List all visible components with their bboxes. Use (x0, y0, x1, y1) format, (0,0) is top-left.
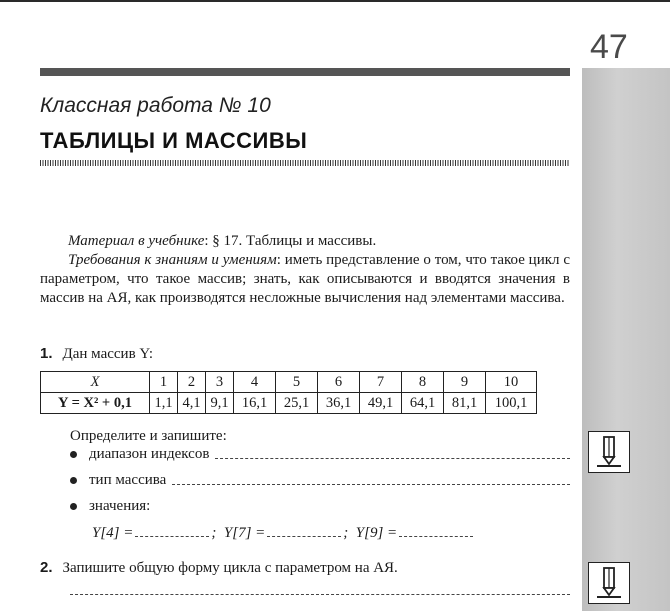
pencil-write-icon (588, 562, 630, 604)
dotted-rule (40, 160, 570, 166)
y7-label: Y[7] = (223, 525, 266, 541)
x-cell: 10 (486, 372, 537, 393)
task-1-heading (40, 345, 153, 363)
y-cell: 25,1 (276, 393, 318, 414)
bullet-label: диапазон индексов (89, 446, 210, 462)
subheading: Определите и запишите: (70, 428, 227, 444)
topic-title: ТАБЛИЦЫ И МАССИВЫ (40, 128, 308, 153)
requirements-text: : иметь представление о том, что такое цикл с параметром, что такое массив; знать, как описываются и вводятся значения в массив на АЯ, как производятся несложные вычисления над элементами массива. (40, 252, 570, 306)
x-cell: 8 (402, 372, 444, 393)
y-cell: 9,1 (206, 393, 234, 414)
x-cell: 3 (206, 372, 234, 393)
bullet-icon (70, 451, 77, 458)
y-cell: 81,1 (444, 393, 486, 414)
bullet-label: тип массива (89, 472, 167, 488)
bullet-index-range (70, 446, 570, 463)
y7-answer-blank[interactable] (267, 536, 341, 537)
top-rule (0, 0, 670, 2)
task-2-answer-line[interactable] (70, 594, 570, 595)
y-cell: 64,1 (402, 393, 444, 414)
bullet-icon (70, 477, 77, 484)
array-type-answer-line[interactable] (172, 483, 570, 485)
material-text: : § 17. Таблицы и массивы. (204, 233, 377, 249)
material-line (40, 232, 570, 251)
requirements-paragraph (40, 251, 570, 308)
intro-block (40, 232, 570, 308)
material-label: Материал в учебнике (68, 233, 205, 249)
task-2-number: 2. (40, 559, 53, 576)
values-row: Y[4] = ; Y[7] = ; Y[9] = (92, 525, 475, 542)
table-row-y (41, 393, 537, 414)
x-header: X (41, 372, 150, 393)
y-cell: 49,1 (360, 393, 402, 414)
y-cell: 100,1 (486, 393, 537, 414)
y-cell: 4,1 (178, 393, 206, 414)
x-cell: 2 (178, 372, 206, 393)
x-cell: 4 (234, 372, 276, 393)
header-bar (40, 68, 570, 76)
bullet-array-type (70, 472, 570, 489)
task-2-heading (40, 559, 398, 577)
bullet-values (70, 498, 150, 515)
y-header: Y = X² + 0,1 (41, 393, 150, 414)
y9-label: Y[9] = (355, 525, 398, 541)
page-number: 47 (590, 28, 628, 66)
task-1-text: Дан массив Y: (62, 346, 154, 362)
y-cell: 16,1 (234, 393, 276, 414)
index-range-answer-line[interactable] (215, 457, 570, 459)
y4-label: Y[4] = (92, 525, 134, 541)
table-row-x (41, 372, 537, 393)
bullet-label: значения: (89, 498, 151, 514)
bullet-icon (70, 503, 77, 510)
requirements-label: Требования к знаниям и умениям (68, 252, 277, 268)
x-cell: 9 (444, 372, 486, 393)
lesson-title: Классная работа № 10 (40, 94, 271, 117)
y4-answer-blank[interactable] (135, 536, 209, 537)
x-cell: 7 (360, 372, 402, 393)
task-1-number: 1. (40, 345, 53, 362)
x-cell: 6 (318, 372, 360, 393)
pencil-write-icon (588, 431, 630, 473)
side-margin-band (582, 68, 670, 611)
y9-answer-blank[interactable] (399, 536, 473, 537)
y-cell: 1,1 (150, 393, 178, 414)
x-cell: 5 (276, 372, 318, 393)
x-cell: 1 (150, 372, 178, 393)
y-cell: 36,1 (318, 393, 360, 414)
array-table (40, 371, 537, 414)
task-2-text: Запишите общую форму цикла с параметром на АЯ. (62, 560, 398, 576)
